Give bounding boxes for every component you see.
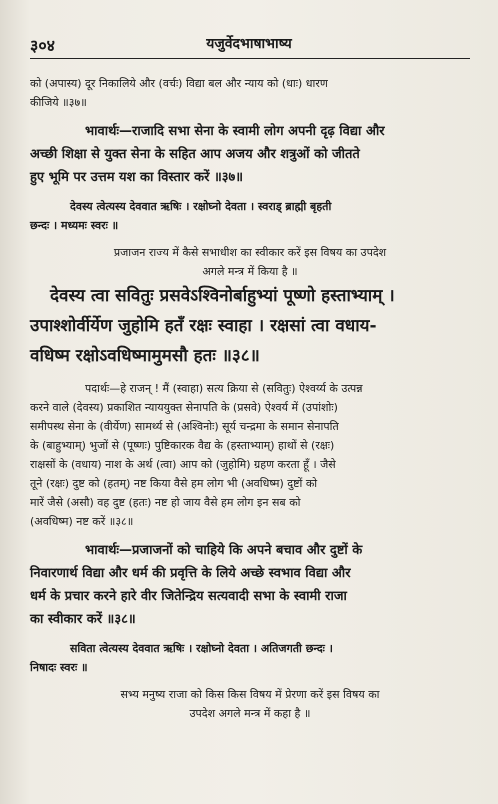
metadata-line: निषादः स्वरः ॥ [30, 661, 88, 674]
padarth-line: राक्षसों के (वधाय) नाश के अर्थ (त्वा) आप को (जुहोमि) ग्रहण करता हूँ । जैसे [30, 458, 336, 471]
header-rule [30, 58, 470, 59]
metadata-line: छन्दः । मध्यमः स्वरः ॥ [30, 219, 119, 232]
bhavarth-line: हुए भूमि पर उत्तम यश का विस्तार करें ॥३७॥ [30, 170, 244, 185]
mantra-line: उपाश्शोर्वीर्येण जुहोमि हतँ रक्षः स्वाहा । रक्षसां त्वा वधाय- [30, 316, 377, 336]
page-header [0, 34, 498, 56]
padarth-line: के (बाहुभ्याम्) भुजों से (पूष्णः) पुष्टिकारक वैद्य के (हस्ताभ्याम्) हाथों से (रक्षः) [30, 439, 335, 452]
bhavarth-line: भावार्थः—प्रजाजनों को चाहिये कि अपने बचाव और दुष्टों के [85, 543, 363, 558]
text-line: को (अपास्य) दूर निकालिये और (वर्चः) विद्या बल और न्याय को (धाः) धारण [30, 77, 328, 90]
page-body [30, 74, 470, 723]
bhavarth-line: भावार्थः—राजादि सभा सेना के स्वामी लोग अपनी दृढ़ विद्या और [85, 124, 385, 139]
metadata-line: देवस्य त्वेत्यस्य देववात ऋषिः । रक्षोघ्नो देवता । स्वराड् ब्राह्मी बृहती [70, 200, 332, 213]
padarth-line: तूने (रक्षः) दुष्ट को (हतम्) नष्ट किया वैसे हम लोग भी (अवधिष्म) दुष्टों को [30, 477, 318, 490]
bhavarth-line: निवारणार्थ विद्या और धर्म की प्रवृत्ति के लिये अच्छे स्वभाव विद्या और [30, 566, 351, 581]
intro-line: उपदेश अगले मन्त्र में कहा है ॥ [189, 707, 311, 720]
mantra-line: देवस्य त्वा सवितुः प्रसवेऽश्विनोर्बाहुभ्यां पूष्णो हस्ताभ्याम् । [50, 286, 395, 306]
bhavarth-line: धर्म के प्रचार करने हारे वीर जितेन्द्रिय सत्यवादी सभा के स्वामी राजा [30, 589, 347, 604]
padarth-line: समीपस्थ सेना के (वीर्येण) सामर्थ्य से (अश्विनोः) सूर्य चन्द्रमा के समान सेनापति [30, 420, 339, 433]
running-title: यजुर्वेदभाषाभाष्य [206, 36, 292, 52]
bhavarth-line: अच्छी शिक्षा से युक्त सेना के सहित आप अजय और शत्रुओं को जीतते [30, 147, 360, 162]
page-number: ३०४ [30, 36, 55, 55]
intro-line: सभ्य मनुष्य राजा को किस किस विषय में प्रेरणा करें इस विषय का [120, 688, 380, 701]
intro-line: अगले मन्त्र में किया है ॥ [202, 265, 298, 278]
metadata-line: सविता त्वेत्यस्य देववात ऋषिः । रक्षोघ्नो देवता । अतिजगती छन्दः । [70, 642, 333, 655]
intro-line: प्रजाजन राज्य में कैसे सभाधीश का स्वीकार करें इस विषय का उपदेश [113, 246, 387, 259]
padarth-line: मारें जैसे (असौ) वह दुष्ट (हतः) नष्ट हो जाय वैसे हम लोग इन सब को [30, 496, 301, 509]
bhavarth-line: का स्वीकार करें ॥३८॥ [30, 612, 136, 627]
padarth-line: करने वाले (देवस्य) प्रकाशित न्याययुक्त सेनापति के (प्रसवे) ऐश्वर्य में (उपांशोः) [30, 401, 338, 414]
mantra-line: वधिष्म रक्षोऽवधिष्मामुमसौ हतः ॥३८॥ [30, 346, 260, 366]
padarth-line: पदार्थः—हे राजन् ! मैं (स्वाहा) सत्य क्रिया से (सवितुः) ऐश्वर्य्य के उत्पन्न [85, 382, 363, 395]
text-line: कीजिये ॥३७॥ [30, 96, 87, 109]
padarth-line: (अवधिष्म) नष्ट करें ॥३८॥ [30, 515, 134, 528]
